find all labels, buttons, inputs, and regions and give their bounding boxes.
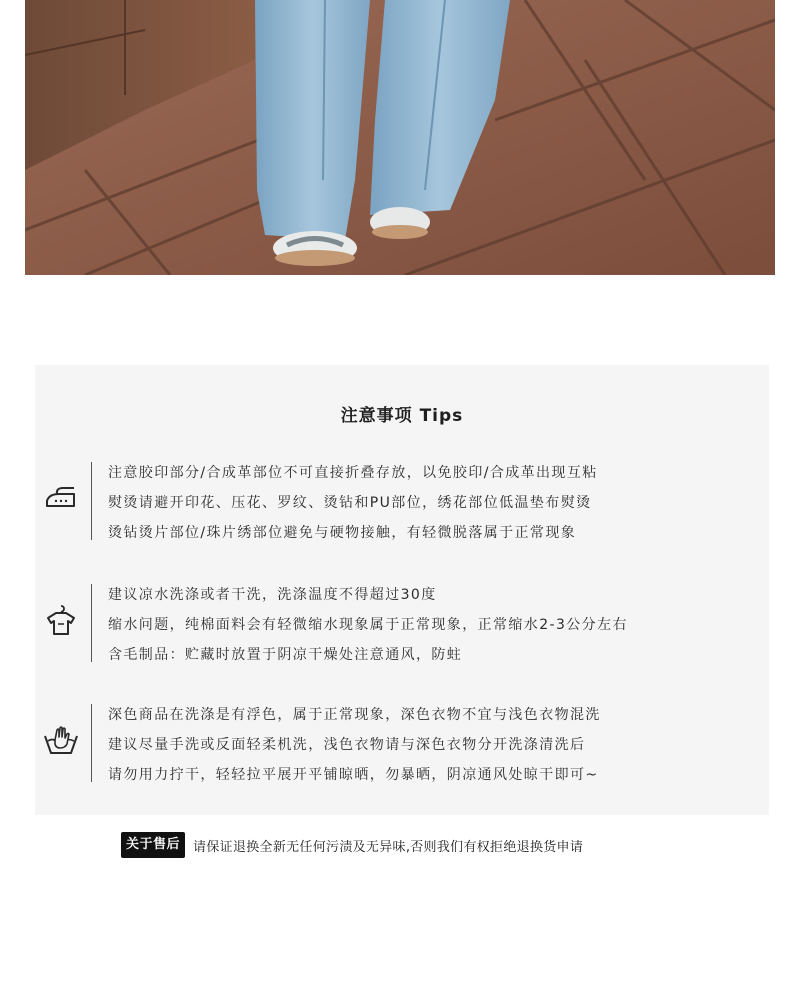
jeans-photo-image (25, 0, 775, 275)
tip-line: 烫钻烫片部位/珠片绣部位避免与硬物接触，有轻微脱落属于正常现象 (108, 525, 577, 541)
tips-section-washing (35, 580, 769, 680)
aftersale-note (121, 831, 583, 859)
tip-line: 深色商品在洗涤是有浮色，属于正常现象，深色衣物不宜与浅色衣物混洗 (108, 707, 601, 723)
divider-line (91, 584, 92, 662)
tip-line: 熨烫请避开印花、压花、罗纹、烫钻和PU部位，绣花部位低温垫布熨烫 (108, 495, 592, 511)
tips-lines (108, 580, 628, 670)
divider-line (91, 462, 92, 540)
product-photo (25, 0, 775, 275)
shirt-hanger-icon (43, 602, 79, 638)
tip-line: 含毛制品：贮藏时放置于阴凉干燥处注意通风，防蛀 (108, 647, 463, 663)
tip-line: 注意胶印部分/合成革部位不可直接折叠存放，以免胶印/合成革出现互粘 (108, 465, 598, 481)
tips-panel (35, 365, 769, 815)
tips-title: 注意事项 Tips (340, 406, 464, 426)
tip-line: 请勿用力拧干，轻轻拉平展开平铺晾晒，勿暴晒，阴凉通风处晾干即可~ (108, 767, 599, 783)
tip-line: 缩水问题，纯棉面料会有轻微缩水现象属于正常现象，正常缩水2-3公分左右 (108, 617, 628, 633)
tips-lines (108, 458, 598, 548)
hand-wash-icon (43, 722, 79, 758)
tips-lines (108, 700, 601, 790)
tips-section-ironing (35, 458, 769, 558)
aftersale-badge: 关于售后 (121, 832, 185, 858)
tip-line: 建议尽量手洗或反面轻柔机洗，浅色衣物请与深色衣物分开洗涤清洗后 (108, 737, 586, 753)
tip-line: 建议凉水洗涤或者干洗，洗涤温度不得超过30度 (108, 587, 437, 603)
divider-line (91, 704, 92, 782)
iron-icon (43, 480, 79, 516)
tips-section-handwash (35, 700, 769, 800)
aftersale-text: 请保证退换全新无任何污渍及无异味,否则我们有权拒绝退换货申请 (193, 839, 584, 855)
